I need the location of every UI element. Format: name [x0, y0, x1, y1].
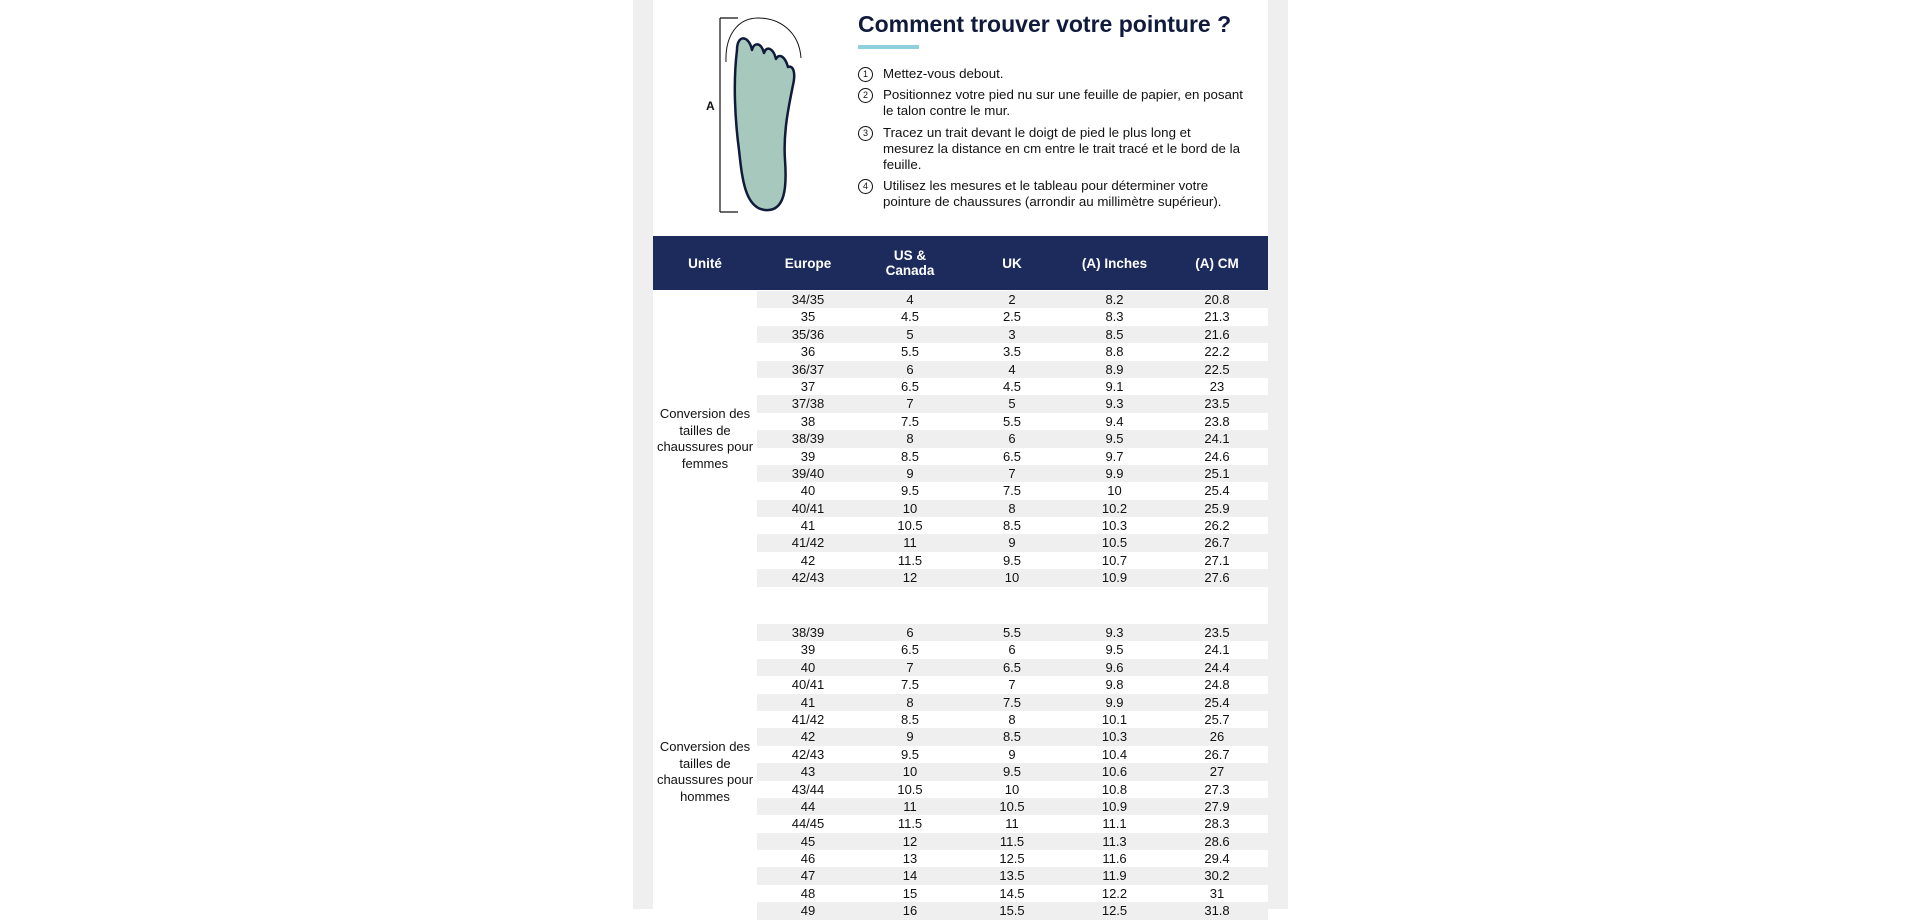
step-number-badge: 1	[858, 67, 873, 82]
uk-cell: 4	[1008, 361, 1016, 377]
uk-cell: 5.5	[1002, 413, 1022, 429]
europe-cell: 39/40	[791, 465, 825, 481]
instruction-step	[858, 125, 1243, 174]
table-row	[757, 552, 1268, 569]
europe-cell: 48	[800, 885, 816, 901]
women-rows	[757, 291, 1268, 587]
table-row	[757, 430, 1268, 447]
cm-cell: 26.7	[1204, 535, 1230, 551]
cm-cell: 23.5	[1204, 625, 1230, 640]
column-header-us-canada: US & Canada	[885, 248, 935, 278]
europe-cell: 40/41	[791, 677, 825, 693]
us-canada-cell: 9	[906, 465, 914, 481]
us-canada-cell: 9.5	[900, 483, 920, 499]
europe-cell: 43	[800, 764, 816, 780]
inches-cell: 9.5	[1105, 642, 1124, 658]
europe-cell: 42	[800, 552, 816, 568]
uk-cell: 14.5	[999, 885, 1025, 901]
table-row	[757, 291, 1268, 308]
uk-cell: 11.5	[999, 833, 1025, 849]
step-number-badge: 3	[858, 126, 873, 141]
europe-cell: 40	[800, 483, 816, 499]
us-canada-cell: 12	[902, 833, 918, 849]
us-canada-cell: 6	[906, 361, 914, 377]
cm-cell: 23	[1209, 378, 1225, 394]
us-canada-cell: 7	[906, 396, 914, 412]
europe-cell: 41/42	[791, 711, 825, 727]
us-canada-cell: 5.5	[900, 344, 920, 360]
us-canada-cell: 11	[903, 798, 917, 814]
table-row	[757, 395, 1268, 412]
inches-cell: 8.2	[1105, 292, 1124, 307]
us-canada-cell: 10	[902, 500, 918, 516]
cm-cell: 27	[1209, 764, 1225, 780]
table-row	[757, 517, 1268, 534]
cm-cell: 31	[1209, 885, 1225, 901]
uk-cell: 7	[1008, 465, 1016, 481]
cm-cell: 24.6	[1204, 448, 1230, 464]
europe-cell: 44	[800, 798, 816, 814]
us-canada-cell: 7	[906, 659, 914, 675]
women-size-table	[653, 291, 1268, 587]
inches-cell: 11.9	[1102, 868, 1127, 884]
uk-cell: 7	[1008, 677, 1016, 693]
inches-cell: 10.8	[1101, 781, 1128, 797]
table-row	[757, 343, 1268, 360]
inches-cell: 9.1	[1105, 378, 1124, 394]
title-underline	[858, 45, 919, 49]
table-row	[757, 308, 1268, 325]
uk-cell: 10	[1004, 781, 1020, 797]
inches-cell: 12.5	[1101, 903, 1128, 919]
size-guide-page	[653, 0, 1268, 919]
cm-cell: 29.4	[1204, 851, 1230, 867]
inches-cell: 10.7	[1101, 552, 1128, 568]
table-row	[757, 361, 1268, 378]
cm-cell: 24.1	[1204, 642, 1230, 658]
europe-cell: 46	[800, 851, 816, 867]
cm-cell: 26.2	[1204, 518, 1230, 534]
table-row	[757, 763, 1268, 780]
us-canada-cell: 15	[902, 885, 918, 901]
uk-cell: 8.5	[1002, 729, 1022, 745]
inches-cell: 10.9	[1101, 798, 1128, 814]
europe-cell: 41	[800, 694, 816, 710]
uk-cell: 7.5	[1002, 694, 1022, 710]
cm-cell: 23.8	[1204, 413, 1230, 429]
cm-cell: 25.7	[1204, 711, 1230, 727]
foot-measurement-icon	[653, 10, 803, 220]
uk-cell: 6.5	[1002, 659, 1022, 675]
europe-cell: 35/36	[791, 326, 825, 342]
table-row	[757, 833, 1268, 850]
women-section-label: Conversion des tailles de chaussures pour femmes	[656, 406, 754, 471]
table-row	[757, 728, 1268, 745]
left-page-margin	[633, 0, 653, 909]
us-canada-cell: 9.5	[900, 746, 920, 762]
table-row	[757, 482, 1268, 499]
inches-cell: 8.3	[1105, 309, 1124, 325]
table-header	[653, 236, 1268, 290]
cm-cell: 31.8	[1204, 903, 1230, 919]
uk-cell: 5	[1008, 396, 1016, 412]
inches-cell: 9.9	[1105, 694, 1124, 710]
us-canada-cell: 11.5	[897, 816, 923, 832]
uk-cell: 6	[1008, 642, 1016, 658]
inches-cell: 10	[1107, 483, 1122, 499]
europe-cell: 43/44	[791, 781, 825, 797]
uk-cell: 7.5	[1002, 483, 1022, 499]
table-row	[757, 569, 1268, 586]
us-canada-cell: 8.5	[900, 711, 920, 727]
uk-cell: 9.5	[1002, 552, 1022, 568]
us-canada-cell: 5	[906, 326, 914, 342]
cm-cell: 26	[1209, 729, 1225, 745]
instruction-step	[858, 178, 1243, 210]
inches-cell: 9.9	[1105, 465, 1124, 481]
cm-cell: 28.3	[1204, 816, 1230, 832]
us-canada-cell: 8.5	[900, 448, 920, 464]
us-canada-cell: 7.5	[900, 413, 920, 429]
europe-cell: 39	[800, 448, 816, 464]
europe-cell: 38/39	[791, 625, 825, 640]
cm-cell: 21.6	[1204, 326, 1230, 342]
europe-cell: 45	[800, 833, 816, 849]
inches-cell: 11.6	[1102, 851, 1127, 867]
cm-cell: 25.4	[1204, 694, 1230, 710]
inches-cell: 12.2	[1101, 885, 1128, 901]
table-row	[757, 659, 1268, 676]
cm-cell: 23.5	[1204, 396, 1230, 412]
uk-cell: 10.5	[999, 798, 1025, 814]
cm-cell: 24.8	[1204, 677, 1230, 693]
europe-cell: 35	[800, 309, 816, 325]
uk-cell: 8.5	[1002, 518, 1022, 534]
inches-cell: 8.9	[1105, 361, 1124, 377]
inches-cell: 9.8	[1105, 677, 1124, 693]
us-canada-cell: 13	[902, 851, 918, 867]
europe-cell: 37/38	[791, 396, 825, 412]
inches-cell: 10.3	[1101, 729, 1128, 745]
inches-cell: 10.6	[1101, 764, 1128, 780]
table-row	[757, 676, 1268, 693]
instruction-step	[858, 66, 1243, 82]
uk-cell: 9	[1008, 535, 1016, 551]
cm-cell: 22.2	[1204, 344, 1230, 360]
cm-cell: 28.6	[1204, 833, 1230, 849]
europe-cell: 42/43	[791, 746, 825, 762]
uk-cell: 6	[1008, 431, 1016, 447]
cm-cell: 24.1	[1204, 431, 1230, 447]
step-number-badge: 4	[858, 179, 873, 194]
step-text: Utilisez les mesures et le tableau pour déterminer votre pointure de chaussures (arrondir au millimètre supérieur).	[883, 178, 1222, 210]
men-section-label: Conversion des tailles de chaussures pour hommes	[656, 739, 754, 804]
us-canada-cell: 9	[906, 729, 914, 745]
uk-cell: 13.5	[999, 868, 1025, 884]
europe-cell: 40/41	[791, 500, 825, 516]
foot-length-label: A	[706, 99, 715, 113]
uk-cell: 3	[1008, 326, 1016, 342]
inches-cell: 9.5	[1105, 431, 1124, 447]
us-canada-cell: 11	[903, 535, 917, 551]
europe-cell: 44/45	[791, 816, 825, 832]
us-canada-cell: 12	[902, 570, 918, 586]
inches-cell: 11.1	[1102, 816, 1127, 832]
uk-cell: 2	[1008, 292, 1016, 307]
inches-cell: 10.5	[1101, 535, 1128, 551]
column-header-unit: Unité	[688, 255, 722, 271]
table-row	[757, 641, 1268, 658]
cm-cell: 22.5	[1204, 361, 1230, 377]
europe-cell: 34/35	[791, 292, 825, 307]
instruction-step	[858, 87, 1243, 119]
uk-cell: 11	[1005, 816, 1019, 832]
cm-cell: 30.2	[1204, 868, 1230, 884]
us-canada-cell: 7.5	[900, 677, 920, 693]
uk-cell: 12.5	[999, 851, 1025, 867]
us-canada-cell: 10	[902, 764, 918, 780]
europe-cell: 40	[800, 659, 816, 675]
uk-cell: 9	[1008, 746, 1016, 762]
table-row	[757, 867, 1268, 884]
us-canada-cell: 10.5	[897, 518, 923, 534]
cm-cell: 26.7	[1204, 746, 1230, 762]
europe-cell: 42/43	[791, 570, 825, 586]
us-canada-cell: 10.5	[897, 781, 923, 797]
inches-cell: 11.3	[1102, 833, 1127, 849]
europe-cell: 36/37	[791, 361, 825, 377]
inches-cell: 9.3	[1105, 625, 1124, 640]
table-row	[757, 500, 1268, 517]
cm-cell: 24.4	[1204, 659, 1230, 675]
table-row	[757, 902, 1268, 919]
inches-cell: 10.9	[1101, 570, 1128, 586]
us-canada-cell: 4	[906, 292, 914, 307]
table-row	[757, 624, 1268, 641]
inches-cell: 9.6	[1105, 659, 1124, 675]
step-text: Mettez-vous debout.	[883, 66, 1004, 81]
table-row	[757, 885, 1268, 902]
table-row	[757, 711, 1268, 728]
europe-cell: 37	[800, 378, 816, 394]
step-text: Tracez un trait devant le doigt de pied le plus long et mesurez la distance en cm entre le trait tracé et le bord de la feuille.	[883, 124, 1240, 173]
column-header-cm: (A) CM	[1195, 255, 1239, 271]
table-row	[757, 815, 1268, 832]
table-row	[757, 850, 1268, 867]
uk-cell: 6.5	[1002, 448, 1022, 464]
instruction-list	[858, 66, 1243, 216]
us-canada-cell: 8	[906, 431, 914, 447]
cm-cell: 27.1	[1204, 552, 1230, 568]
uk-cell: 9.5	[1002, 764, 1022, 780]
cm-cell: 20.8	[1204, 292, 1230, 307]
us-canada-cell: 16	[902, 903, 918, 919]
uk-cell: 8	[1008, 711, 1016, 727]
column-header-europe: Europe	[784, 255, 832, 271]
inches-cell: 9.7	[1105, 448, 1124, 464]
us-canada-cell: 14	[902, 868, 918, 884]
step-text: Positionnez votre pied nu sur une feuille de papier, en posant le talon contre le mur.	[883, 87, 1244, 119]
cm-cell: 25.4	[1204, 483, 1230, 499]
europe-cell: 47	[800, 868, 816, 884]
cm-cell: 25.9	[1204, 500, 1230, 516]
table-row	[757, 746, 1268, 763]
us-canada-cell: 6.5	[900, 642, 920, 658]
inches-cell: 10.4	[1101, 746, 1128, 762]
cm-cell: 25.1	[1204, 465, 1230, 481]
uk-cell: 3.5	[1002, 344, 1022, 360]
uk-cell: 4.5	[1002, 378, 1022, 394]
europe-cell: 38/39	[791, 431, 825, 447]
table-row	[757, 378, 1268, 395]
us-canada-cell: 11.5	[897, 552, 923, 568]
inches-cell: 10.2	[1101, 500, 1128, 516]
uk-cell: 8	[1008, 500, 1016, 516]
europe-cell: 38	[800, 413, 816, 429]
step-number-badge: 2	[858, 88, 873, 103]
table-row	[757, 326, 1268, 343]
europe-cell: 49	[800, 903, 816, 919]
uk-cell: 5.5	[1002, 625, 1022, 640]
table-row	[757, 465, 1268, 482]
cm-cell: 21.3	[1204, 309, 1230, 325]
inches-cell: 8.5	[1105, 326, 1124, 342]
europe-cell: 41	[800, 518, 816, 534]
us-canada-cell: 8	[906, 694, 914, 710]
men-rows	[757, 624, 1268, 920]
uk-cell: 15.5	[999, 903, 1025, 919]
europe-cell: 36	[800, 344, 816, 360]
men-size-table	[653, 624, 1268, 920]
europe-cell: 42	[800, 729, 816, 745]
cm-cell: 27.6	[1204, 570, 1230, 586]
table-row	[757, 413, 1268, 430]
us-canada-cell: 6.5	[900, 378, 920, 394]
uk-cell: 10	[1004, 570, 1020, 586]
europe-cell: 39	[800, 642, 816, 658]
cm-cell: 27.9	[1204, 798, 1230, 814]
cm-cell: 27.3	[1204, 781, 1230, 797]
table-row	[757, 694, 1268, 711]
europe-cell: 41/42	[791, 535, 825, 551]
inches-cell: 8.8	[1105, 344, 1124, 360]
inches-cell: 10.1	[1101, 711, 1128, 727]
inches-cell: 10.3	[1101, 518, 1128, 534]
column-header-uk: UK	[1002, 255, 1022, 271]
table-row	[757, 534, 1268, 551]
table-row	[757, 798, 1268, 815]
page-title: Comment trouver votre pointure ?	[858, 11, 1232, 37]
table-row	[757, 448, 1268, 465]
table-row	[757, 781, 1268, 798]
us-canada-cell: 4.5	[900, 309, 920, 325]
uk-cell: 2.5	[1002, 309, 1022, 325]
inches-cell: 9.4	[1105, 413, 1124, 429]
us-canada-cell: 6	[906, 625, 914, 640]
inches-cell: 9.3	[1105, 396, 1124, 412]
right-page-margin	[1268, 0, 1288, 909]
column-header-inches: (A) Inches	[1081, 255, 1148, 271]
